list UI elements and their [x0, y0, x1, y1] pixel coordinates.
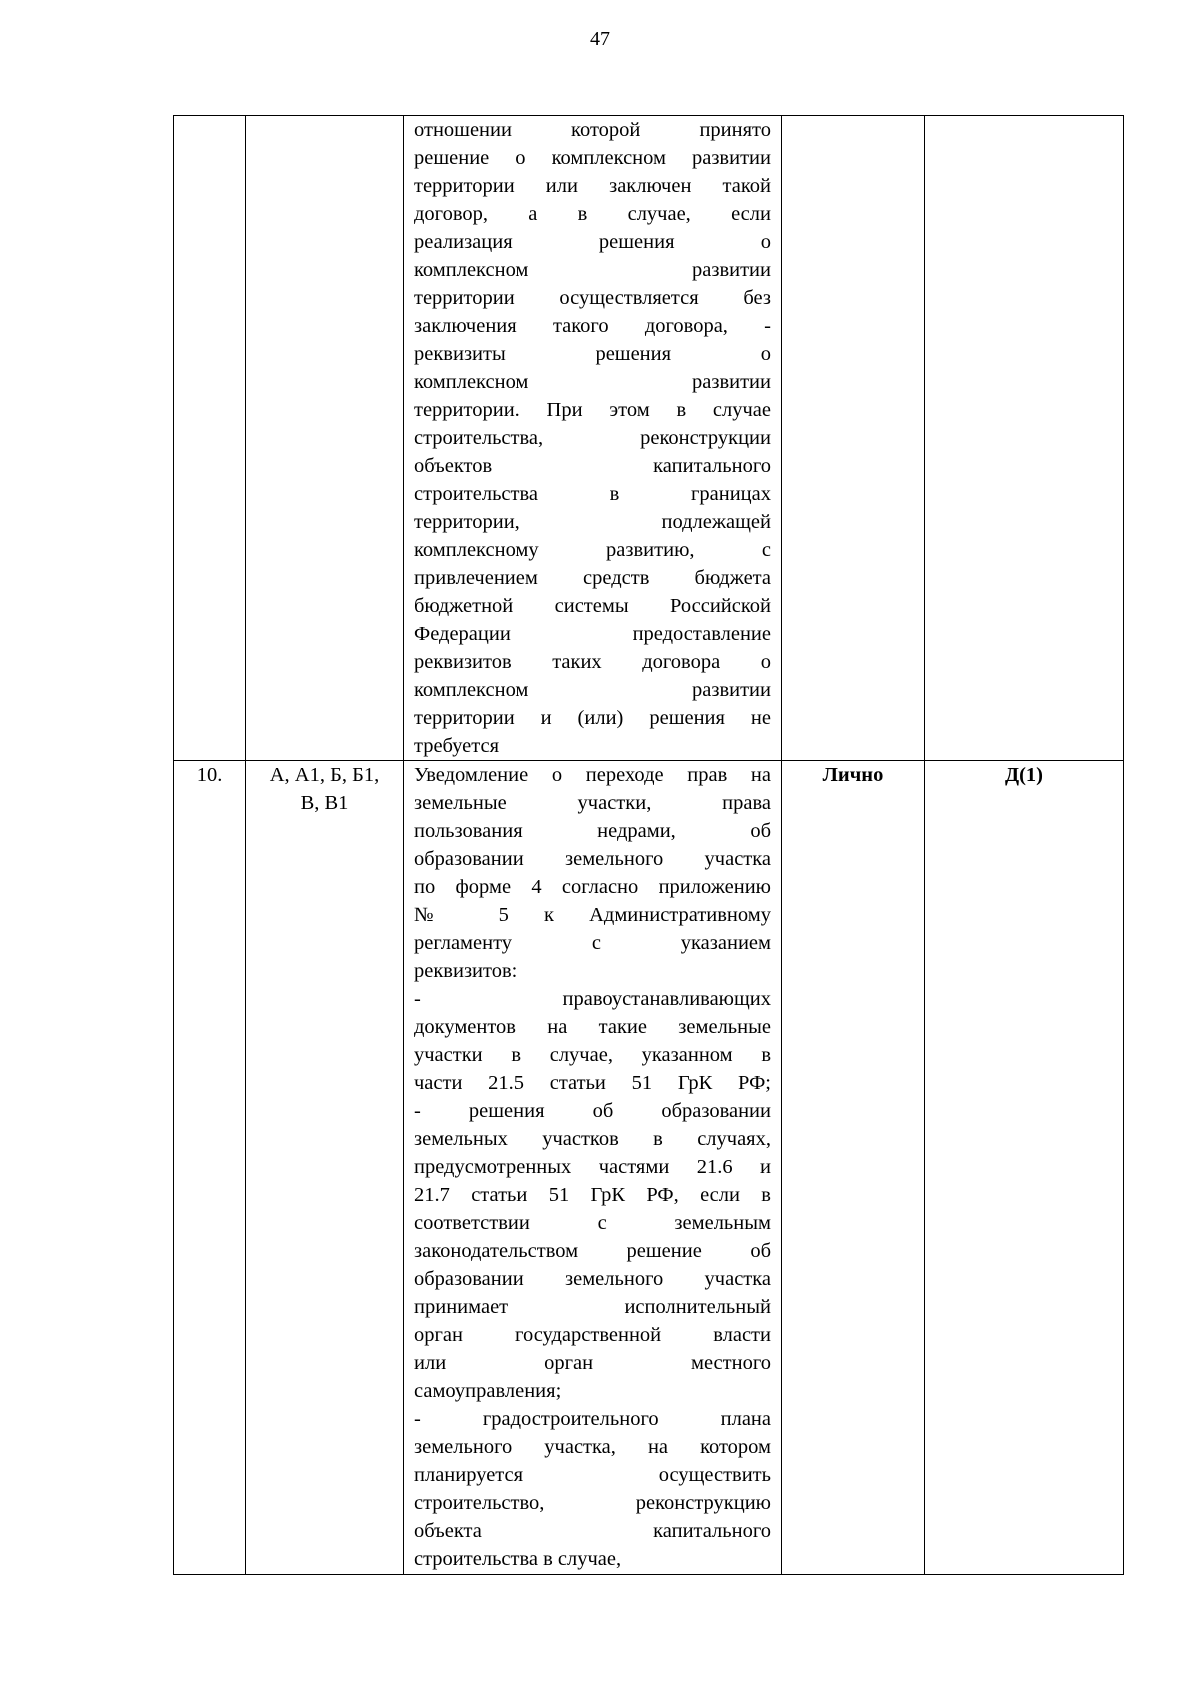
- text-line: № 5 к Административному: [414, 904, 771, 926]
- text-line: реквизиты решения о: [414, 343, 771, 365]
- text-line: территории осуществляется без: [414, 287, 771, 309]
- text-line: орган государственной власти: [414, 1324, 771, 1346]
- text-line: - правоустанавливающих: [414, 988, 771, 1010]
- row-number-cell: 10.: [174, 761, 246, 1575]
- submission-method-cell: [782, 116, 925, 761]
- text-line: Уведомление о переходе прав на: [414, 764, 771, 786]
- table-row: [174, 761, 1124, 1575]
- text-line: - решения об образовании: [414, 1100, 771, 1122]
- text-line: документов на такие земельные: [414, 1016, 771, 1038]
- text-line: Федерации предоставление: [414, 623, 771, 645]
- text-line: территории или заключен такой: [414, 175, 771, 197]
- text-line: строительства, реконструкции: [414, 427, 771, 449]
- document-description-cell: [404, 116, 782, 761]
- text-line: реквизитов таких договора о: [414, 651, 771, 673]
- text-line: участки в случае, указанном в: [414, 1044, 771, 1066]
- text-line: объектов капитального: [414, 455, 771, 477]
- text-line: образовании земельного участка: [414, 1268, 771, 1290]
- text-line: строительства в случае,: [414, 1548, 622, 1570]
- text-line: земельного участка, на котором: [414, 1436, 771, 1458]
- text-line: или орган местного: [414, 1352, 771, 1374]
- table-row: [174, 116, 1124, 761]
- text-line: образовании земельного участка: [414, 848, 771, 870]
- text-line: территории. При этом в случае: [414, 399, 771, 421]
- page-number: 47: [590, 28, 610, 50]
- document-description-cell: [404, 761, 782, 1575]
- text-line: пользования недрами, об: [414, 820, 771, 842]
- row-number-cell: [174, 116, 246, 761]
- text-line: отношении которой принято: [414, 119, 771, 141]
- text-line: территории и (или) решения не: [414, 707, 771, 729]
- text-line: бюджетной системы Российской: [414, 595, 771, 617]
- text-line: части 21.5 статьи 51 ГрК РФ;: [414, 1072, 771, 1094]
- category-line: А, А1, Б, Б1,: [269, 764, 380, 786]
- text-line: договор, а в случае, если: [414, 203, 771, 225]
- document-table: [173, 115, 1124, 1575]
- text-line: решение о комплексном развитии: [414, 147, 771, 169]
- text-line: реквизитов:: [414, 960, 518, 982]
- text-line: законодательством решение об: [414, 1240, 771, 1262]
- text-line: комплексном развитии: [414, 679, 771, 701]
- text-line: 21.7 статьи 51 ГрК РФ, если в: [414, 1184, 771, 1206]
- text-line: привлечением средств бюджета: [414, 567, 771, 589]
- text-line: - градостроительного плана: [414, 1408, 771, 1430]
- text-line: строительства в границах: [414, 483, 771, 505]
- text-line: строительство, реконструкцию: [414, 1492, 771, 1514]
- document-code-cell: Д(1): [925, 761, 1124, 1575]
- document-code-cell: [925, 116, 1124, 761]
- categories-cell: [246, 116, 404, 761]
- text-line: комплексном развитии: [414, 371, 771, 393]
- text-line: требуется: [414, 735, 500, 757]
- text-line: планируется осуществить: [414, 1464, 771, 1486]
- text-line: предусмотренных частями 21.6 и: [414, 1156, 771, 1178]
- text-line: объекта капитального: [414, 1520, 771, 1542]
- text-line: комплексному развитию, с: [414, 539, 771, 561]
- categories-cell: [246, 761, 404, 1575]
- text-line: соответствии с земельным: [414, 1212, 771, 1234]
- text-line: самоуправления;: [414, 1380, 562, 1402]
- text-line: по форме 4 согласно приложению: [414, 876, 771, 898]
- text-line: принимает исполнительный: [414, 1296, 771, 1318]
- text-line: земельных участков в случаях,: [414, 1128, 771, 1150]
- text-line: заключения такого договора, -: [414, 315, 771, 337]
- submission-method-cell: Лично: [782, 761, 925, 1575]
- text-line: земельные участки, права: [414, 792, 771, 814]
- text-line: территории, подлежащей: [414, 511, 771, 533]
- text-line: регламенту с указанием: [414, 932, 771, 954]
- text-line: комплексном развитии: [414, 259, 771, 281]
- text-line: реализация решения о: [414, 231, 771, 253]
- category-line: В, В1: [300, 792, 349, 814]
